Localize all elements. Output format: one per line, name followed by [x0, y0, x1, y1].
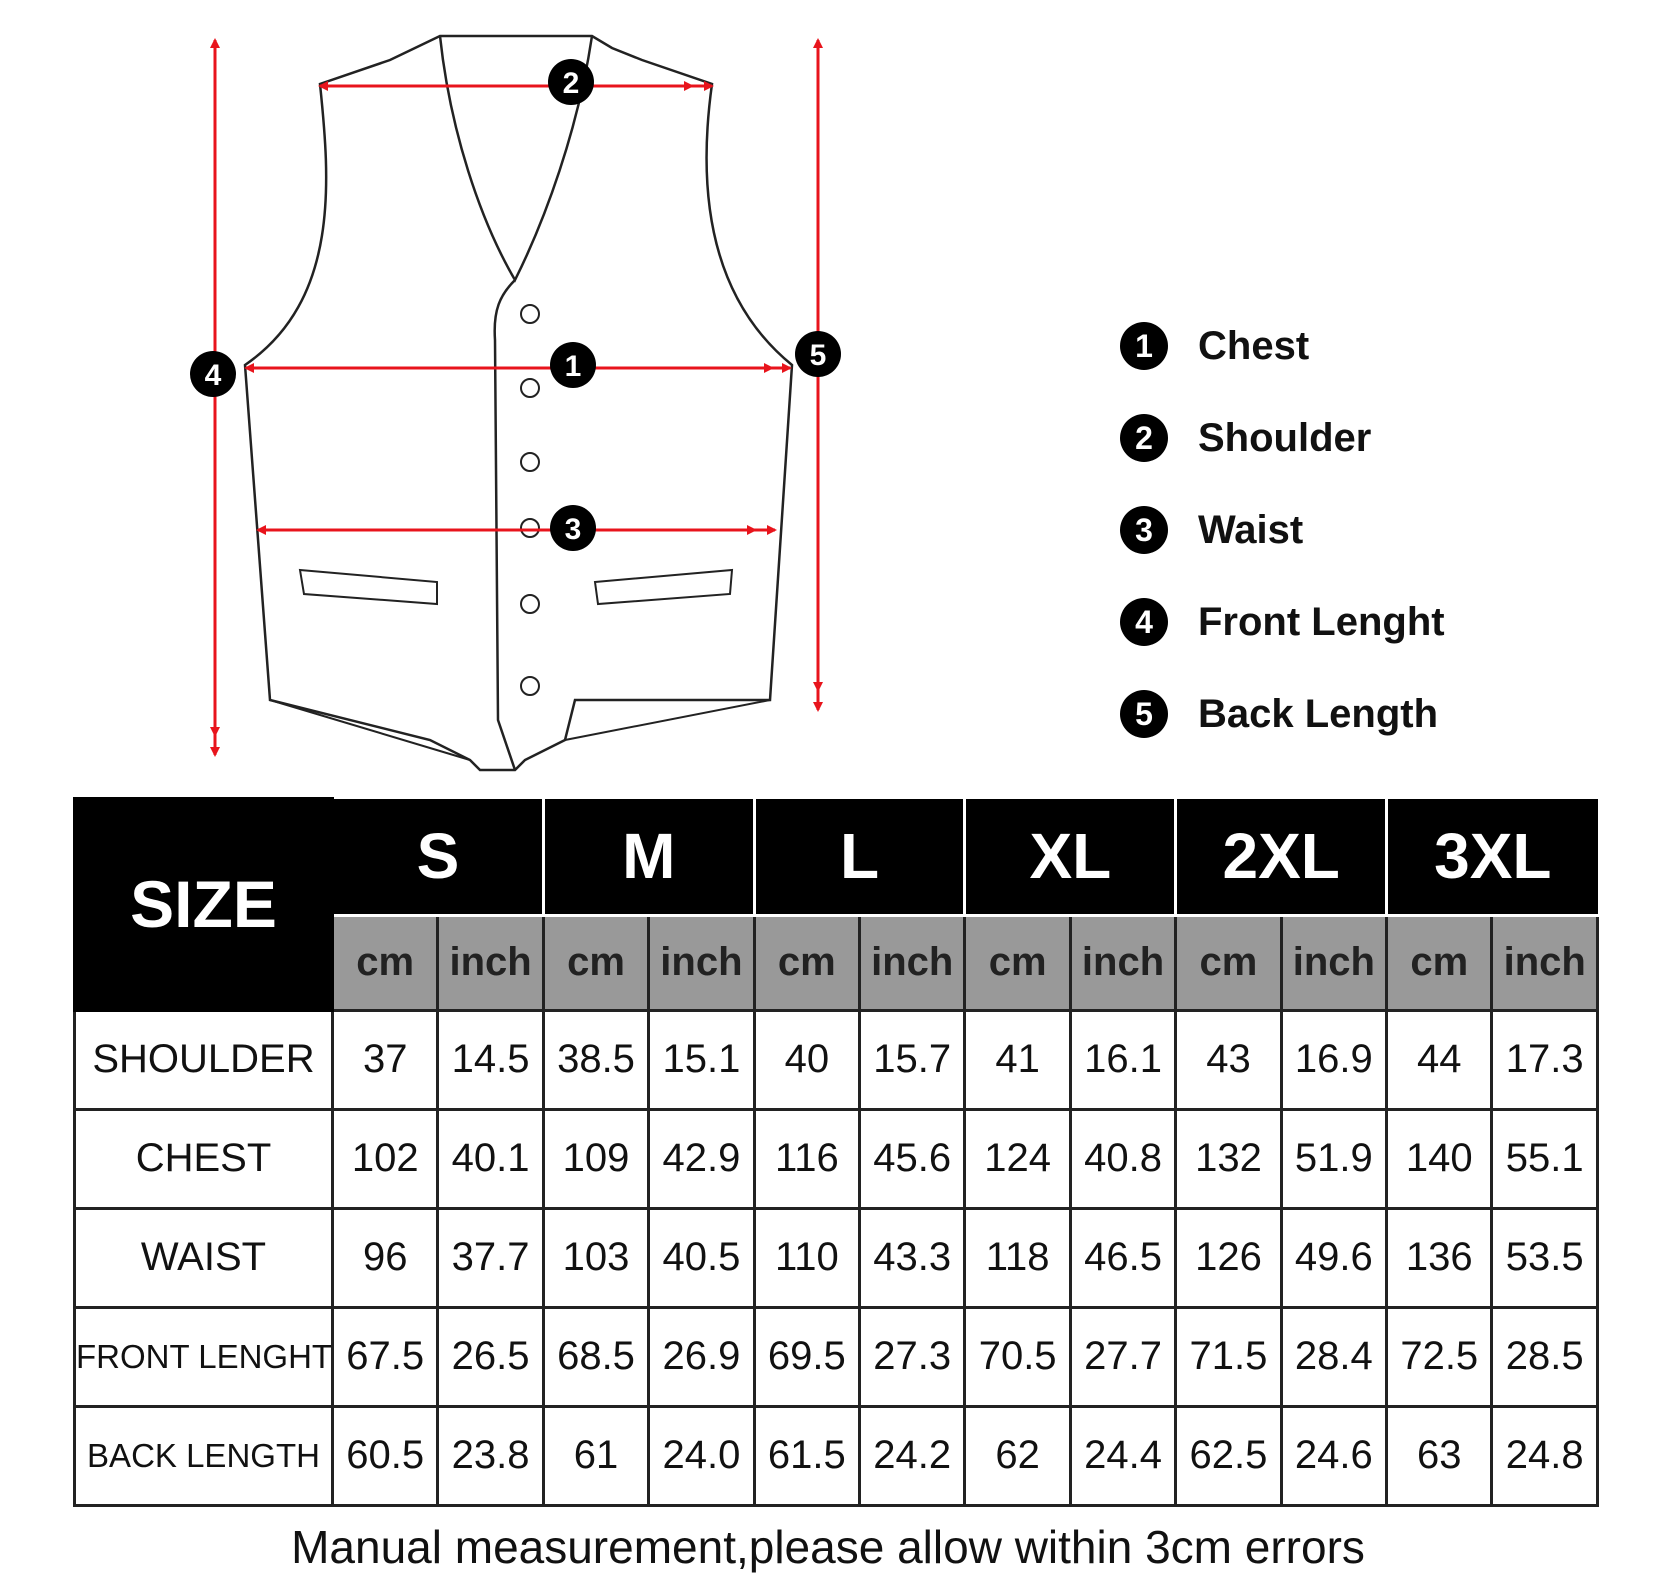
table-cell: 28.4 — [1281, 1307, 1386, 1406]
unit-header-cm: cm — [754, 915, 859, 1010]
marker-4 — [190, 351, 236, 397]
table-cell: 132 — [1176, 1109, 1281, 1208]
marker-number: 4 — [204, 359, 222, 392]
marker-number: 3 — [564, 513, 582, 546]
table-cell: 16.1 — [1070, 1010, 1175, 1109]
marker-number: 2 — [562, 67, 580, 100]
row-label: BACK LENGTH — [75, 1406, 333, 1505]
table-cell: 103 — [543, 1208, 648, 1307]
legend-number-badge: 4 — [1120, 598, 1168, 646]
legend-number-badge: 3 — [1120, 506, 1168, 554]
legend-label: Front Lenght — [1198, 599, 1445, 644]
legend-item-shoulder — [1120, 392, 1445, 484]
table-cell: 42.9 — [649, 1109, 754, 1208]
table-cell: 69.5 — [754, 1307, 859, 1406]
unit-header-cm: cm — [965, 915, 1070, 1010]
table-cell: 49.6 — [1281, 1208, 1386, 1307]
unit-header-inch: inch — [860, 915, 965, 1010]
marker-number: 1 — [564, 350, 582, 383]
size-column-header: 3XL — [1387, 799, 1598, 916]
table-cell: 24.6 — [1281, 1406, 1386, 1505]
table-cell: 27.3 — [860, 1307, 965, 1406]
size-column-header: M — [543, 799, 754, 916]
legend-label: Shoulder — [1198, 415, 1372, 460]
table-cell: 109 — [543, 1109, 648, 1208]
legend-number-badge: 5 — [1120, 690, 1168, 738]
table-cell: 43 — [1176, 1010, 1281, 1109]
button — [521, 677, 539, 695]
table-cell: 51.9 — [1281, 1109, 1386, 1208]
row-label: WAIST — [75, 1208, 333, 1307]
legend-label: Waist — [1198, 507, 1304, 552]
table-cell: 102 — [333, 1109, 438, 1208]
button — [521, 305, 539, 323]
row-label: CHEST — [75, 1109, 333, 1208]
vest-outline — [245, 36, 792, 770]
marker-2 — [548, 59, 594, 105]
table-cell: 15.7 — [860, 1010, 965, 1109]
table-row — [75, 1010, 1598, 1109]
table-cell: 44 — [1387, 1010, 1492, 1109]
table-cell: 63 — [1387, 1406, 1492, 1505]
marker-1 — [550, 342, 596, 388]
table-cell: 55.1 — [1492, 1109, 1598, 1208]
table-cell: 15.1 — [649, 1010, 754, 1109]
table-cell: 68.5 — [543, 1307, 648, 1406]
unit-header-inch: inch — [649, 915, 754, 1010]
size-chart-table — [73, 797, 1599, 1507]
table-cell: 24.4 — [1070, 1406, 1175, 1505]
marker-number: 5 — [809, 339, 827, 372]
unit-header-inch: inch — [1070, 915, 1175, 1010]
table-cell: 70.5 — [965, 1307, 1070, 1406]
button — [521, 519, 539, 537]
table-cell: 16.9 — [1281, 1010, 1386, 1109]
unit-header-cm: cm — [1387, 915, 1492, 1010]
table-cell: 53.5 — [1492, 1208, 1598, 1307]
table-cell: 118 — [965, 1208, 1070, 1307]
table-cell: 40.5 — [649, 1208, 754, 1307]
table-cell: 61 — [543, 1406, 648, 1505]
button — [521, 453, 539, 471]
size-column-header: 2XL — [1176, 799, 1387, 916]
legend-item-chest — [1120, 300, 1445, 392]
legend-label: Chest — [1198, 323, 1310, 368]
table-cell: 24.8 — [1492, 1406, 1598, 1505]
table-cell: 28.5 — [1492, 1307, 1598, 1406]
table-cell: 62.5 — [1176, 1406, 1281, 1505]
table-cell: 23.8 — [438, 1406, 543, 1505]
table-cell: 37 — [333, 1010, 438, 1109]
unit-header-cm: cm — [333, 915, 438, 1010]
table-cell: 116 — [754, 1109, 859, 1208]
table-cell: 41 — [965, 1010, 1070, 1109]
unit-header-inch: inch — [1281, 915, 1386, 1010]
legend-number-badge: 2 — [1120, 414, 1168, 462]
marker-3 — [550, 505, 596, 551]
table-cell: 40.1 — [438, 1109, 543, 1208]
legend-item-front-length — [1120, 576, 1445, 668]
table-cell: 40.8 — [1070, 1109, 1175, 1208]
table-cell: 140 — [1387, 1109, 1492, 1208]
table-cell: 61.5 — [754, 1406, 859, 1505]
table-cell: 67.5 — [333, 1307, 438, 1406]
table-cell: 96 — [333, 1208, 438, 1307]
legend-number-badge: 1 — [1120, 322, 1168, 370]
legend — [1120, 300, 1445, 760]
table-cell: 37.7 — [438, 1208, 543, 1307]
table-cell: 24.2 — [860, 1406, 965, 1505]
table-cell: 72.5 — [1387, 1307, 1492, 1406]
table-cell: 27.7 — [1070, 1307, 1175, 1406]
size-column-header: L — [754, 799, 965, 916]
legend-item-back-length — [1120, 668, 1445, 760]
table-row — [75, 1307, 1598, 1406]
table-row — [75, 1406, 1598, 1505]
table-cell: 45.6 — [860, 1109, 965, 1208]
button — [521, 379, 539, 397]
unit-header-inch: inch — [438, 915, 543, 1010]
unit-header-cm: cm — [543, 915, 648, 1010]
table-cell: 124 — [965, 1109, 1070, 1208]
table-cell: 24.0 — [649, 1406, 754, 1505]
row-label: SHOULDER — [75, 1010, 333, 1109]
unit-header-cm: cm — [1176, 915, 1281, 1010]
table-cell: 43.3 — [860, 1208, 965, 1307]
table-cell: 14.5 — [438, 1010, 543, 1109]
marker-5 — [795, 331, 841, 377]
table-cell: 60.5 — [333, 1406, 438, 1505]
table-cell: 136 — [1387, 1208, 1492, 1307]
table-cell: 26.9 — [649, 1307, 754, 1406]
table-cell: 17.3 — [1492, 1010, 1598, 1109]
legend-label: Back Length — [1198, 691, 1439, 736]
size-column-header: S — [333, 799, 544, 916]
table-cell: 62 — [965, 1406, 1070, 1505]
table-cell: 110 — [754, 1208, 859, 1307]
size-header: SIZE — [75, 799, 333, 1011]
table-cell: 38.5 — [543, 1010, 648, 1109]
unit-header-inch: inch — [1492, 915, 1598, 1010]
table-cell: 126 — [1176, 1208, 1281, 1307]
table-cell: 26.5 — [438, 1307, 543, 1406]
footnote: Manual measurement,please allow within 3cm errors — [291, 1521, 1365, 1573]
size-column-header: XL — [965, 799, 1176, 916]
table-cell: 46.5 — [1070, 1208, 1175, 1307]
legend-item-waist — [1120, 484, 1445, 576]
button — [521, 595, 539, 613]
table-cell: 40 — [754, 1010, 859, 1109]
table-cell: 71.5 — [1176, 1307, 1281, 1406]
table-row — [75, 1208, 1598, 1307]
table-row — [75, 1109, 1598, 1208]
row-label: FRONT LENGHT — [75, 1307, 333, 1406]
